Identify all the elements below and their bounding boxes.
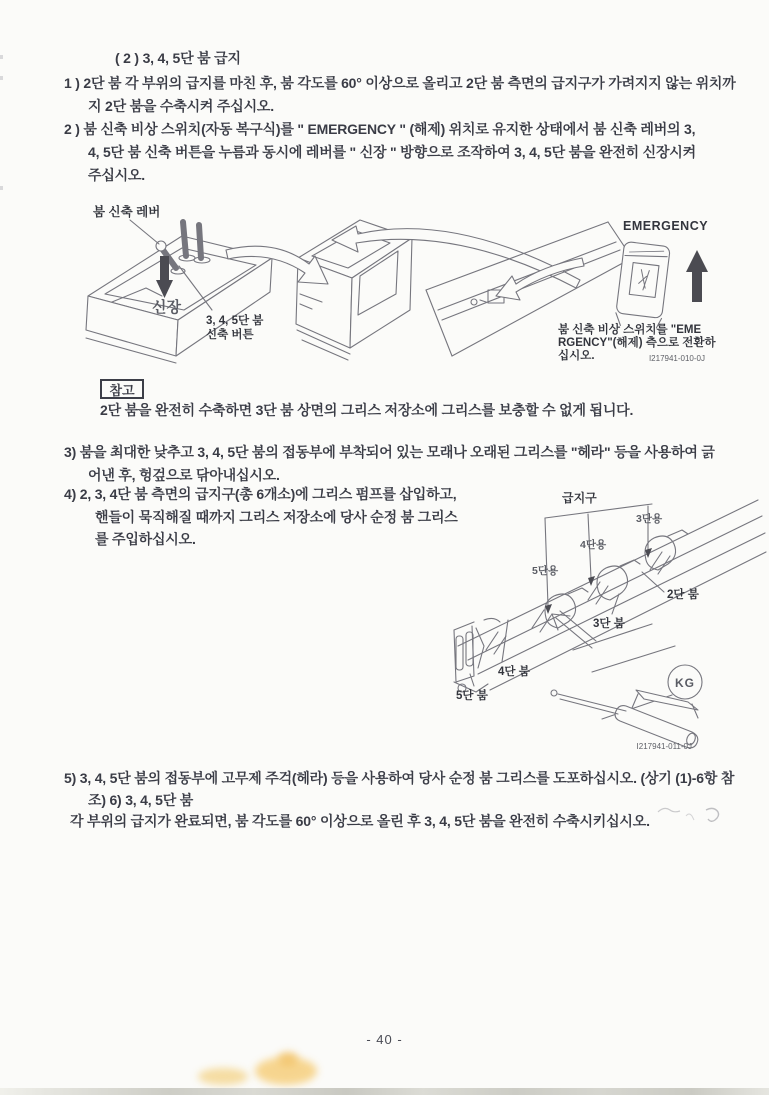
- figure1-lever-and-switch-diagram: [60, 198, 750, 378]
- note-text: 2단 붐을 완전히 수축하면 3단 붐 상면의 그리스 저장소에 그리스를 보충할 수 없게 됩니다.: [100, 402, 634, 418]
- switch-up-arrow: [686, 250, 708, 302]
- label-emergency: EMERGENCY: [623, 219, 709, 233]
- label-boom-stage2: 2단 붐: [667, 589, 699, 601]
- scan-bottom-band: [0, 1088, 769, 1095]
- label-345-boom-line1: 3, 4, 5단 붐: [206, 315, 264, 327]
- figure1-caption-line1: 붐 신축 비상 스위치를 "EME: [558, 324, 702, 336]
- step3-line2: 어낸 후, 헝겊으로 닦아내십시오.: [88, 467, 280, 483]
- step5-line1: 5) 3, 4, 5단 붐의 접동부에 고무제 주걱(헤라) 등을 사용하여 당사 순정 붐 그리스를 도포하십시오. (상기 (1)-6항 참: [64, 770, 735, 786]
- section-heading: ( 2 ) 3, 4, 5단 붐 급지: [115, 50, 241, 66]
- grease-gun-drawing: [551, 690, 698, 748]
- figure2-id: I217941-011-0J: [636, 742, 692, 751]
- figure2-boom-grease-diagram: [440, 478, 768, 763]
- yellow-stain: [198, 1068, 248, 1085]
- figure1-caption-line3: 십시오.: [558, 350, 595, 362]
- control-console-drawing: [86, 222, 272, 363]
- emergency-switch-drawing: [614, 241, 670, 330]
- note-badge: 참고: [100, 379, 144, 399]
- kg-mark: [668, 665, 702, 699]
- figure1-caption-line2: RGENCY"(해제) 측으로 전환하: [558, 337, 716, 349]
- step4-line3: 를 주입하십시오.: [95, 531, 196, 547]
- label-kg: KG: [675, 676, 695, 690]
- step1-line2: 지 2단 붐을 수축시켜 주십시오.: [88, 98, 274, 114]
- step2-line3: 주십시오.: [88, 167, 145, 183]
- step2-line1: 2 ) 붐 신축 비상 스위치(자동 복구식)를 " EMERGENCY " (해제) 위치로 유지한 상태에서 붐 신축 레버의 3,: [64, 121, 696, 137]
- step4-line1: 4) 2, 3, 4단 붐 측면의 급지구(총 6개소)에 그리스 펌프를 삽입하고,: [64, 486, 457, 502]
- label-for-stage3: 3단용: [636, 513, 663, 525]
- step5-line3: 각 부위의 급지가 완료되면, 붐 각도를 60° 이상으로 올린 후 3, 4, 5단 붐을 완전히 수축시키십시오.: [70, 813, 650, 829]
- step4-line2: 핸들이 묵직해질 때까지 그리스 저장소에 당사 순정 붐 그리스: [95, 509, 458, 525]
- step2-line2: 4, 5단 붐 신축 버튼을 누름과 동시에 레버를 " 신장 " 방향으로 조작하여 3, 4, 5단 붐을 완전히 신장시켜: [88, 144, 696, 160]
- label-grease-port: 급지구: [562, 491, 597, 505]
- label-boom-telescoping-lever: 붐 신축 레버: [93, 205, 161, 219]
- label-extend: 신장: [152, 299, 181, 316]
- label-boom-stage5: 5단 붐: [456, 690, 488, 702]
- figure1-id: I217941-010-0J: [648, 354, 705, 363]
- scan-edge-mark: [0, 55, 3, 59]
- step5-line2: 조) 6) 3, 4, 5단 붐: [88, 792, 194, 808]
- pencil-smudge: [640, 800, 760, 835]
- label-boom-stage3: 3단 붐: [593, 618, 625, 630]
- scan-edge-mark: [0, 186, 3, 190]
- label-boom-stage4: 4단 붐: [498, 666, 530, 678]
- step1-line1: 1 ) 2단 붐 각 부위의 급지를 마친 후, 붐 각도를 60° 이상으로 올리고 2단 붐 측면의 급지구가 가려지지 않는 위치까: [64, 75, 736, 91]
- label-for-stage5: 5단용: [532, 565, 559, 577]
- yellow-stain: [278, 1052, 298, 1066]
- label-for-stage4: 4단용: [580, 539, 607, 551]
- label-telescoping-button-line2: 신축 버튼: [206, 329, 254, 341]
- step3-line1: 3) 붐을 최대한 낮추고 3, 4, 5단 붐의 접동부에 부착되어 있는 모래나 오래된 그리스를 "헤라" 등을 사용하여 긁: [64, 444, 715, 460]
- page-number: - 40 -: [366, 1032, 403, 1047]
- boom-sections-drawing: [458, 500, 766, 690]
- motion-lines: [573, 624, 675, 719]
- scan-edge-mark: [0, 76, 3, 80]
